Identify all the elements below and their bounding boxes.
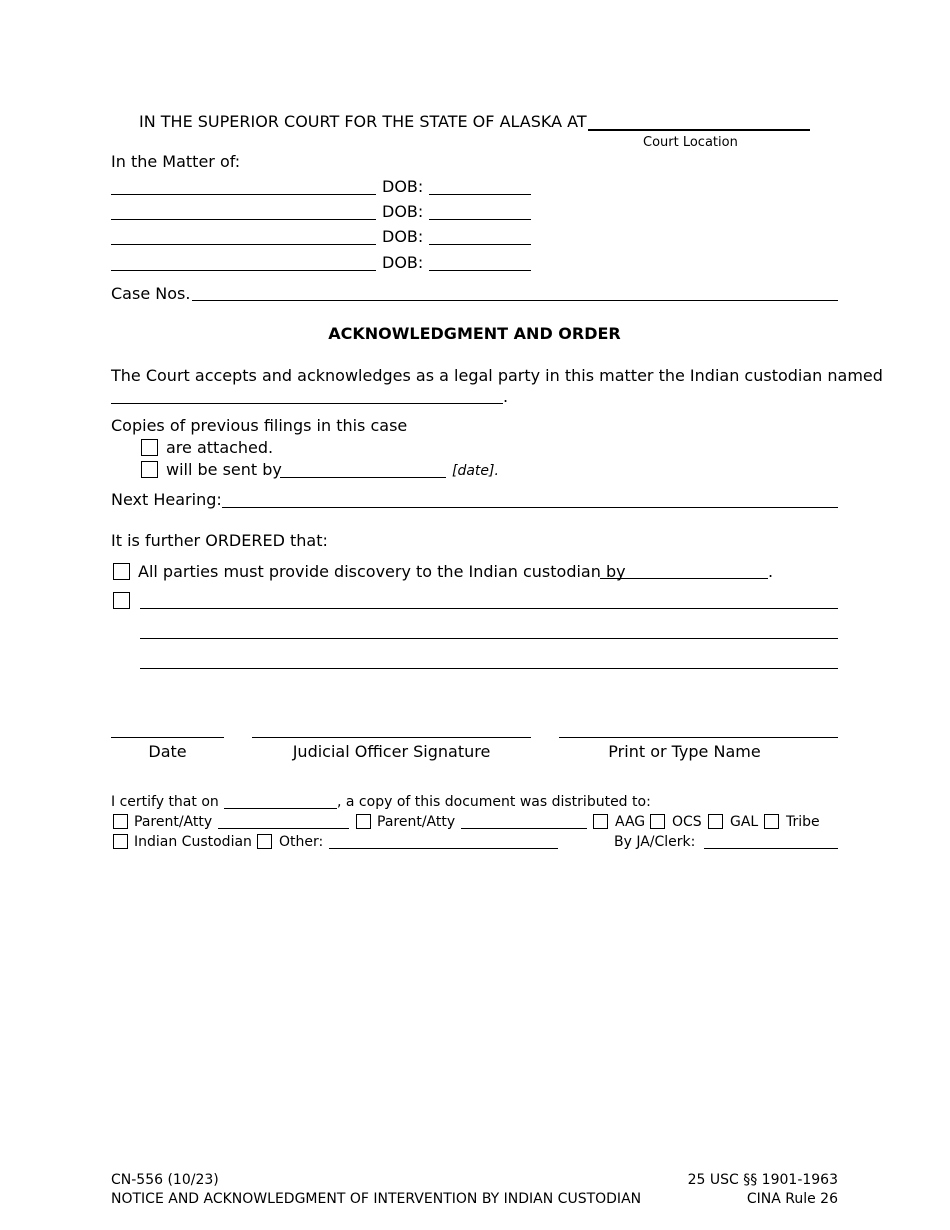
other-label: Other: <box>279 834 324 850</box>
date-hint: [date]. <box>452 463 499 479</box>
custodian-name-field[interactable] <box>111 403 503 404</box>
other-order-line-3[interactable] <box>140 668 838 669</box>
gal-label: GAL <box>730 814 759 830</box>
attached-label: are attached. <box>166 438 274 457</box>
dob-label-2: DOB: <box>382 202 424 221</box>
parent-atty-1-checkbox[interactable] <box>113 814 128 829</box>
next-hearing-label: Next Hearing: <box>111 490 222 509</box>
by-clerk-field[interactable] <box>704 848 838 849</box>
other-order-line-2[interactable] <box>140 638 838 639</box>
indian-custodian-label: Indian Custodian <box>134 834 252 850</box>
parent-atty-2-checkbox[interactable] <box>356 814 371 829</box>
parent-atty-1-label: Parent/Atty <box>134 814 213 830</box>
date-caption: Date <box>148 742 187 761</box>
certify-date-field[interactable] <box>224 808 337 809</box>
child-name-field-1[interactable] <box>111 194 376 195</box>
accept-period: . <box>503 387 509 406</box>
statute-reference: 25 USC §§ 1901-1963 <box>687 1172 838 1188</box>
further-ordered-label: It is further ORDERED that: <box>111 531 328 550</box>
copies-label: Copies of previous filings in this case <box>111 416 408 435</box>
indian-custodian-checkbox[interactable] <box>113 834 128 849</box>
other-order-line-1[interactable] <box>140 608 838 609</box>
certify-tail: , a copy of this document was distributed to: <box>337 794 651 810</box>
case-nos-label: Case Nos. <box>111 284 191 303</box>
dob-field-3[interactable] <box>429 244 531 245</box>
print-name-caption: Print or Type Name <box>608 742 761 761</box>
dob-label-3: DOB: <box>382 227 424 246</box>
dob-field-2[interactable] <box>429 219 531 220</box>
print-name-field[interactable] <box>559 737 838 738</box>
tribe-checkbox[interactable] <box>764 814 779 829</box>
other-order-checkbox[interactable] <box>113 592 130 609</box>
parent-atty-2-field[interactable] <box>461 828 587 829</box>
sent-by-date-field[interactable] <box>280 477 446 478</box>
discovery-period: . <box>768 562 774 581</box>
gal-checkbox[interactable] <box>708 814 723 829</box>
sent-by-checkbox[interactable] <box>141 461 158 478</box>
dob-field-4[interactable] <box>429 270 531 271</box>
certify-lead: I certify that on <box>111 794 219 810</box>
child-name-field-2[interactable] <box>111 219 376 220</box>
ocs-checkbox[interactable] <box>650 814 665 829</box>
case-nos-field[interactable] <box>192 300 838 301</box>
court-location-field[interactable] <box>588 129 810 131</box>
by-clerk-label: By JA/Clerk: <box>614 834 696 850</box>
judicial-signature-field[interactable] <box>252 737 531 738</box>
parent-atty-2-label: Parent/Atty <box>377 814 456 830</box>
tribe-label: Tribe <box>786 814 820 830</box>
child-name-field-3[interactable] <box>111 244 376 245</box>
aag-checkbox[interactable] <box>593 814 608 829</box>
other-field[interactable] <box>329 848 558 849</box>
form-number: CN-556 (10/23) <box>111 1172 219 1188</box>
parent-atty-1-field[interactable] <box>218 828 349 829</box>
judicial-signature-caption: Judicial Officer Signature <box>292 742 491 761</box>
sent-by-label: will be sent by <box>166 460 282 479</box>
accept-text: The Court accepts and acknowledges as a legal party in this matter the Indian custodian named <box>111 366 883 385</box>
court-title: IN THE SUPERIOR COURT FOR THE STATE OF ALASKA AT <box>139 112 587 131</box>
discovery-checkbox[interactable] <box>113 563 130 580</box>
next-hearing-field[interactable] <box>222 507 838 508</box>
document-title: ACKNOWLEDGMENT AND ORDER <box>328 324 621 343</box>
other-checkbox[interactable] <box>257 834 272 849</box>
dob-label-1: DOB: <box>382 177 424 196</box>
date-signature-field[interactable] <box>111 737 224 738</box>
aag-label: AAG <box>615 814 646 830</box>
dob-label-4: DOB: <box>382 253 424 272</box>
court-location-caption: Court Location <box>643 135 738 150</box>
ocs-label: OCS <box>672 814 702 830</box>
form-title: NOTICE AND ACKNOWLEDGMENT OF INTERVENTION BY INDIAN CUSTODIAN <box>111 1191 642 1207</box>
attached-checkbox[interactable] <box>141 439 158 456</box>
rule-reference: CINA Rule 26 <box>746 1191 838 1207</box>
matter-label: In the Matter of: <box>111 152 241 171</box>
discovery-text: All parties must provide discovery to the Indian custodian by <box>138 562 626 581</box>
child-name-field-4[interactable] <box>111 270 376 271</box>
dob-field-1[interactable] <box>429 194 531 195</box>
discovery-date-field[interactable] <box>600 578 768 579</box>
